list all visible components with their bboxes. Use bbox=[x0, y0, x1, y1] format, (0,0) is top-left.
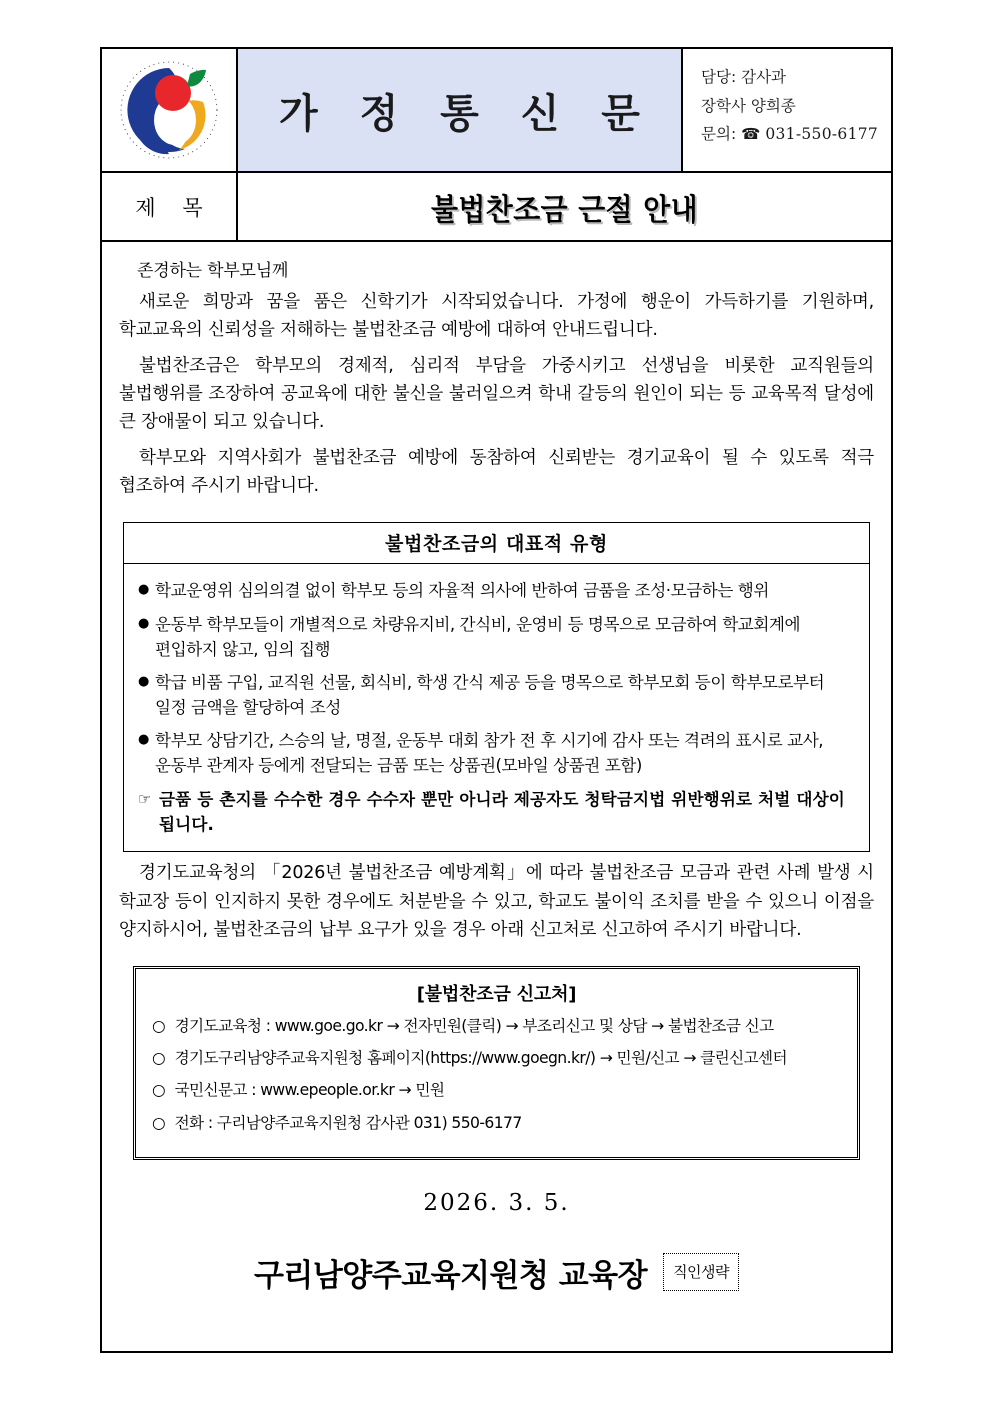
circle-bullet-icon: ○ bbox=[152, 1017, 166, 1036]
report-channel-text: 경기도구리남양주교육지원청 홈페이지(https://www.goegn.kr/) → 민원/신고 → 클린신고센터 bbox=[174, 1049, 787, 1068]
types-box-warning-text: 금품 등 촌지를 수수한 경우 수수자 뿐만 아니라 제공자도 청탁금지법 위반행위로 처벌 대상이 됩니다. bbox=[159, 790, 845, 834]
subject-title: 불법찬조금 근절 안내 bbox=[430, 192, 699, 228]
report-channels-box bbox=[133, 966, 860, 1159]
types-box-heading: 불법찬조금의 대표적 유형 bbox=[124, 523, 869, 564]
report-channel-item bbox=[152, 1016, 841, 1037]
circle-bullet-icon: ○ bbox=[152, 1113, 166, 1132]
issue-date: 2026. 3. 5. bbox=[423, 1189, 570, 1216]
education-office-emblem-icon bbox=[117, 58, 221, 162]
body-paragraph-4: 경기도교육청의 「2026년 불법찬조금 예방계획」에 따라 불법찬조금 모금과 관련 사례 발생 시 학교장 등이 인지하지 못한 경우에도 처분받을 수 있고, 학교도 불이익 조치를 받을 수 있으니 이점을 양지하시어, 불법찬조금의 납부 요구가 있을 경우 아래 신고처로 신고하여 주시기 바랍니다. bbox=[119, 863, 874, 941]
contact-inquiry-label: 문의: bbox=[701, 125, 737, 144]
contact-person: 장학사 양희종 bbox=[701, 96, 796, 115]
signature-block bbox=[119, 1250, 874, 1295]
report-channel-item bbox=[152, 1048, 841, 1069]
seal-omitted-stamp: 직인생략 bbox=[663, 1253, 739, 1291]
types-box-warning-note bbox=[138, 788, 855, 837]
type-list-item-text: 운동부 학부모들이 개별적으로 차량유지비, 간식비, 운영비 등 명목으로 모금하여 학교회계에 편입하지 않고, 임의 집행 bbox=[155, 614, 801, 659]
report-box-heading: [불법찬조금 신고처] bbox=[416, 984, 577, 1006]
body-paragraph-1: 새로운 희망과 꿈을 품은 신학기가 시작되었습니다. 가정에 행운이 가득하기를 기원하며, 학교교육의 신뢰성을 저해하는 불법찬조금 예방에 대하여 안내드립니다. bbox=[119, 292, 874, 341]
logo-cell bbox=[102, 49, 238, 171]
contact-phone-line bbox=[701, 120, 891, 149]
type-list-item-text: 학부모 상담기간, 스승의 날, 명절, 운동부 대회 참가 전 후 시기에 감사 또는 격려의 표시로 교사, 운동부 관계자 등에게 전달되는 금품 또는 상품권(모바일 상품권 포함) bbox=[155, 731, 824, 775]
bullet-icon: ● bbox=[138, 732, 149, 748]
document-kind-cell bbox=[238, 49, 683, 171]
type-list-item bbox=[138, 671, 855, 720]
contact-cell bbox=[683, 49, 891, 171]
issuing-organization: 구리남양주교육지원청 교육장 bbox=[253, 1257, 648, 1294]
circle-bullet-icon: ○ bbox=[152, 1049, 166, 1068]
type-list-item-text: 학교운영위 심의의결 없이 학부모 등의 자율적 의사에 반하여 금품을 조성·모금하는 행위 bbox=[155, 581, 769, 601]
bullet-icon: ● bbox=[138, 615, 149, 631]
types-list bbox=[124, 564, 869, 851]
types-box bbox=[123, 522, 870, 852]
report-channel-text: 경기도교육청 : www.goe.go.kr → 전자민원(클릭) → 부조리신고 및 상담 → 불법찬조금 신고 bbox=[174, 1017, 774, 1036]
report-channel-text: 국민신문고 : www.epeople.or.kr → 민원 bbox=[174, 1081, 445, 1100]
subject-row bbox=[102, 173, 891, 242]
body-paragraph-2: 불법찬조금은 학부모의 경제적, 심리적 부담을 가중시키고 선생님을 비롯한 교직원들의 불법행위를 조장하여 공교육에 대한 불신을 불러일으켜 학내 갈등의 원인이 되는 등 교육목적 달성에 큰 장애물이 되고 있습니다. bbox=[119, 355, 874, 433]
circle-bullet-icon: ○ bbox=[152, 1081, 166, 1100]
type-list-item-text: 학급 비품 구입, 교직원 선물, 회식비, 학생 간식 제공 등을 명목으로 학부모회 등이 학부모로부터 일정 금액을 할당하여 조성 bbox=[155, 673, 825, 717]
telephone-icon: ☎ bbox=[741, 125, 761, 144]
report-channel-text: 전화 : 구리남양주교육지원청 감사관 031) 550-6177 bbox=[174, 1113, 522, 1132]
bullet-icon: ● bbox=[138, 582, 149, 598]
document-header bbox=[102, 49, 891, 173]
report-channel-item bbox=[152, 1080, 841, 1101]
body-paragraph-3: 학부모와 지역사회가 불법찬조금 예방에 동참하여 신뢰받는 경기교육이 될 수 있도록 적극 협조하여 주시기 바랍니다. bbox=[119, 447, 874, 497]
type-list-item bbox=[138, 729, 855, 778]
document-body bbox=[102, 242, 891, 1295]
type-list-item bbox=[138, 613, 855, 662]
salutation: 존경하는 학부모님께 bbox=[137, 261, 289, 281]
report-channel-item bbox=[152, 1113, 841, 1134]
contact-department: 담당: 감사과 bbox=[701, 68, 787, 86]
document-kind-title: 가 정 통 신 문 bbox=[279, 90, 654, 137]
subject-label: 제 목 bbox=[102, 173, 238, 240]
pointing-hand-icon: ☞ bbox=[138, 790, 152, 809]
notice-document bbox=[100, 47, 893, 1353]
bullet-icon: ● bbox=[138, 674, 149, 690]
contact-phone-number: 031-550-6177 bbox=[765, 125, 879, 144]
type-list-item bbox=[138, 579, 855, 604]
